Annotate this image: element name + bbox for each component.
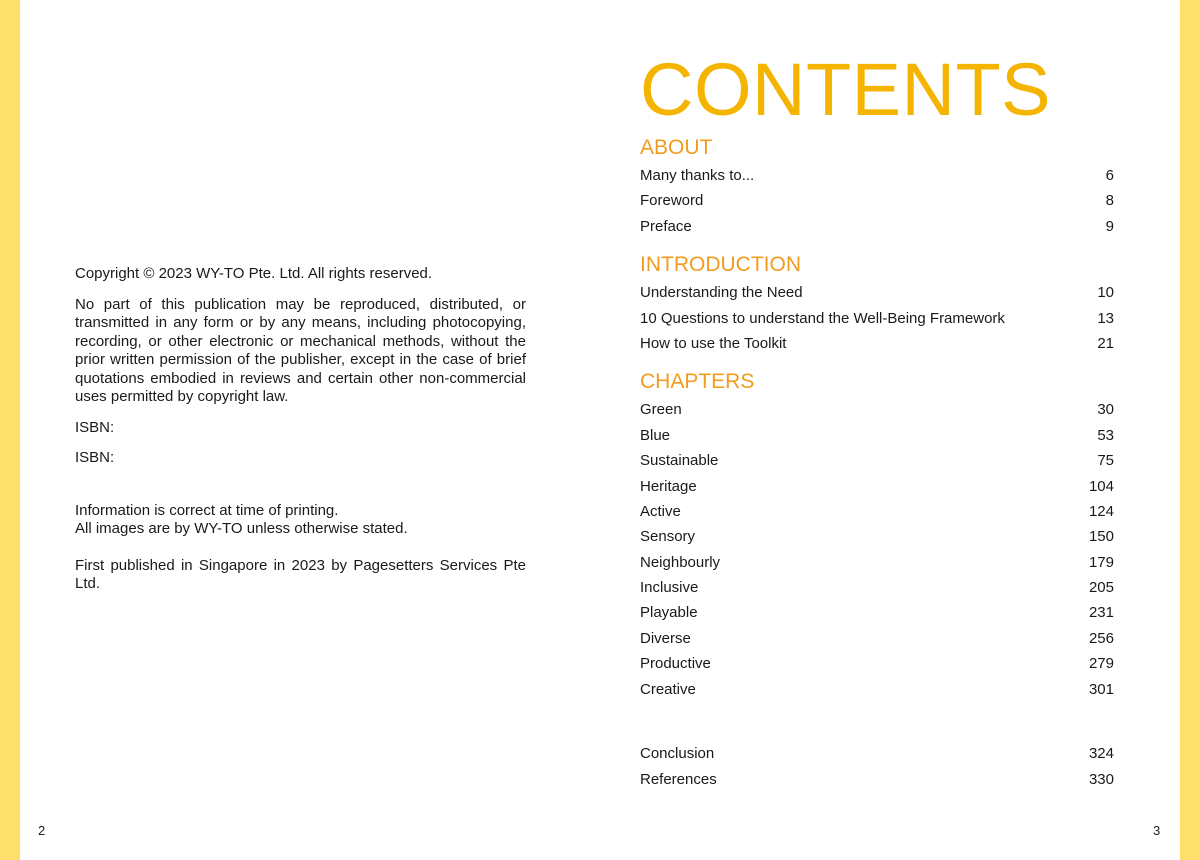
toc-entry[interactable] [640, 474, 1114, 499]
toc-entry[interactable] [640, 767, 1114, 792]
toc-entry[interactable] [640, 423, 1114, 448]
toc-entry-page: 21 [1097, 334, 1114, 352]
toc-entry[interactable] [640, 651, 1114, 676]
toc-entry-page: 150 [1088, 528, 1114, 546]
table-of-contents [640, 136, 1114, 792]
toc-entry-page: 231 [1088, 604, 1114, 622]
toc-entry-page: 179 [1088, 553, 1114, 571]
toc-entry[interactable] [640, 626, 1114, 651]
toc-entry[interactable] [640, 499, 1114, 524]
toc-entry-label: Preface [640, 217, 692, 235]
toc-entry-label: Creative [640, 680, 696, 698]
toc-entry[interactable] [640, 600, 1114, 625]
toc-entry-page: 53 [1097, 426, 1114, 444]
toc-section [640, 136, 1114, 239]
toc-entry[interactable] [640, 306, 1114, 331]
toc-entry-label: Neighbourly [640, 553, 721, 571]
page-number-right: 3 [1153, 823, 1161, 838]
toc-spacer [640, 716, 1114, 741]
isbn-line-2: ISBN: [75, 449, 115, 466]
toc-entry-label: Productive [640, 655, 711, 673]
toc-section-title: CHAPTERS [640, 370, 755, 394]
toc-entry-label: Playable [640, 604, 698, 622]
toc-section [640, 253, 1114, 356]
toc-entry-page: 324 [1088, 745, 1114, 763]
toc-entry[interactable] [640, 188, 1114, 213]
toc-entry[interactable] [640, 448, 1114, 473]
toc-entry-label: Sustainable [640, 452, 719, 470]
toc-entry[interactable] [640, 397, 1114, 422]
toc-entry-page: 8 [1105, 192, 1114, 210]
toc-entry-page: 205 [1088, 579, 1114, 597]
rights-notice: No part of this publication may be reproduced, distributed, or transmitted in any form or by any means, including photocopying, recording, or other electronic or mechanical methods, without the prior written permission of the publisher, except in the case of brief quotations embodied in reviews and certain other non-commercial uses permitted by copyright law. [75, 295, 526, 405]
info-line-1: Information is correct at time of printing. [75, 501, 339, 519]
toc-section-title: ABOUT [640, 136, 713, 159]
toc-entry-label: Inclusive [640, 579, 699, 597]
toc-entry-label: Foreword [640, 192, 704, 210]
toc-entry-page: 10 [1097, 284, 1114, 302]
toc-entry-label: Heritage [640, 477, 697, 495]
contents-title: CONTENTS [640, 48, 1051, 131]
toc-entry-page: 13 [1097, 309, 1114, 327]
toc-entry[interactable] [640, 550, 1114, 575]
toc-entry-page: 301 [1088, 680, 1114, 698]
toc-entry-label: How to use the Toolkit [640, 334, 787, 352]
info-line-2: All images are by WY-TO unless otherwise stated. [75, 520, 408, 537]
toc-entry-page: 124 [1088, 502, 1114, 520]
toc-entry[interactable] [640, 163, 1114, 188]
toc-entry[interactable] [640, 575, 1114, 600]
publisher-line: First published in Singapore in 2023 by Pagesetters Services Pte Ltd. [75, 556, 526, 592]
toc-entry[interactable] [640, 524, 1114, 549]
toc-entry-label: Blue [640, 426, 671, 444]
toc-entry-label: 10 Questions to understand the Well-Being Framework [640, 309, 1005, 327]
toc-entry-page: 30 [1097, 401, 1114, 419]
toc-entry-page: 330 [1088, 770, 1114, 788]
toc-entry[interactable] [640, 331, 1114, 356]
isbn-line-1: ISBN: [75, 418, 115, 436]
toc-entry[interactable] [640, 677, 1114, 702]
left-edge-strip [0, 0, 20, 860]
toc-entry-label: Sensory [640, 528, 696, 546]
toc-entry-label: Many thanks to... [640, 167, 755, 184]
toc-entry-label: Understanding the Need [640, 284, 803, 302]
toc-entry[interactable] [640, 741, 1114, 766]
toc-entry-label: Green [640, 401, 682, 419]
toc-entry-page: 104 [1088, 477, 1114, 495]
toc-entry[interactable] [640, 214, 1114, 239]
toc-section-title: INTRODUCTION [640, 253, 801, 277]
toc-entry-label: References [640, 770, 717, 788]
toc-entry-label: Diverse [640, 629, 691, 647]
toc-section [640, 370, 1114, 702]
toc-entry[interactable] [640, 280, 1114, 305]
toc-entry-page: 256 [1088, 629, 1114, 647]
toc-entry-page: 9 [1105, 217, 1114, 235]
toc-entry-page: 75 [1097, 452, 1114, 470]
copyright-block [75, 265, 526, 594]
toc-entry-page: 6 [1105, 167, 1114, 184]
copyright-line: Copyright © 2023 WY-TO Pte. Ltd. All rights reserved. [75, 265, 433, 282]
page-number-left: 2 [38, 823, 46, 838]
toc-entry-page: 279 [1088, 655, 1114, 673]
right-edge-strip [1180, 0, 1200, 860]
toc-entry-label: Active [640, 502, 681, 520]
toc-entry-label: Conclusion [640, 745, 715, 763]
